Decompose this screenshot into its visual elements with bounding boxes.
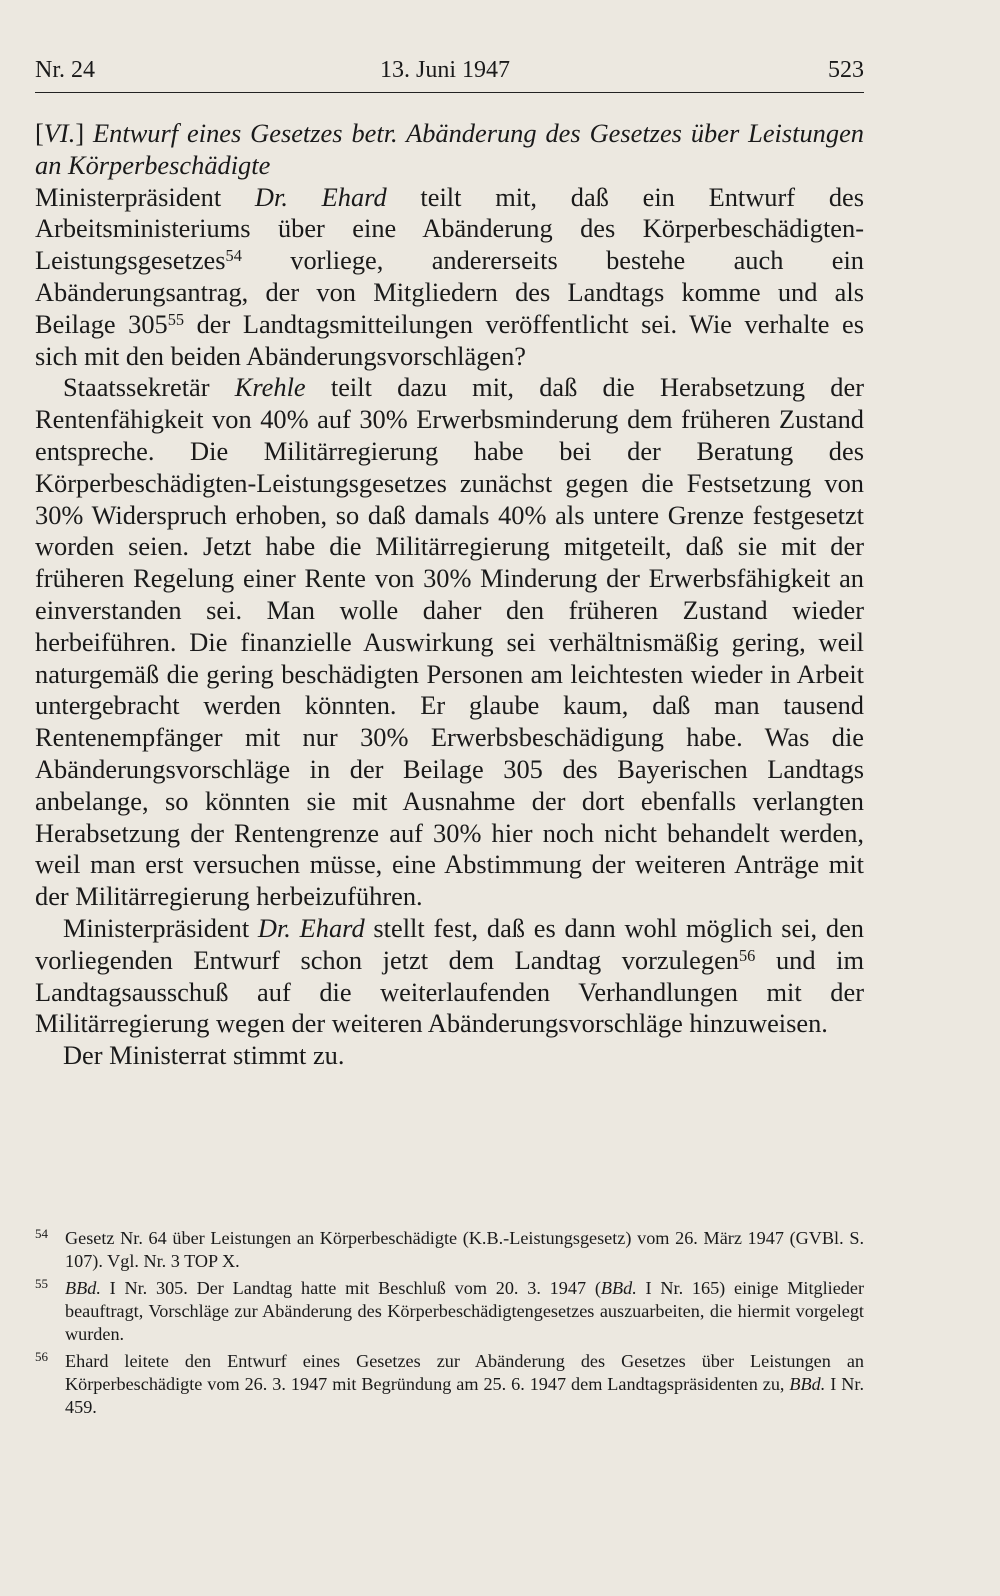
text-run: teilt dazu mit, daß die Herabsetzung der Rentenfähigkeit von 40% auf 30% Erwerbsminderung dem früheren Zustand entspreche. Die Militärregierung habe bei der Beratung des Körperbeschädigten-Leistungsgesetzes zunächst gegen die Festsetzung von 30% Widerspruch erhoben, so daß damals 40% als untere Grenze festgesetzt worden seien. Jetzt habe die Militärregierung mitgeteilt, daß sie mit der früheren Regelung einer Rente von 30% Minderung der Erwerbsfähigkeit an einverstanden sei. Man wolle daher den früheren Zustand wieder herbeiführen. Die finanzielle Auswirkung sei verhältnismäßig gering, weil naturgemäß die gering beschädigten Personen am leichtesten wieder in Arbeit untergebracht werden könnten. Er glaube kaum, daß man tausend Rentenempfänger mit nur 30% Erwerbsbeschädigung habe. Was die Abänderungsvorschläge in der Beilage 305 des Bayerischen Landtags anbelange, so könnten sie mit Ausnahme der dort ebenfalls verlangten Herabsetzung der Rentengrenze auf 30% hier noch nicht behandelt werden, weil man erst versuchen müsse, eine Abstimmung der weiteren Anträge mit der Militärregierung herbeizuführen. bbox=[35, 372, 864, 912]
speaker-name: Dr. Ehard bbox=[254, 181, 387, 212]
paragraph-2 bbox=[35, 372, 864, 913]
text-run: der Landtagsmitteilungen veröffentlicht sei. Wie verhalte es sich mit den beiden Abänderungsvorschlägen? bbox=[35, 308, 864, 371]
paragraph-3 bbox=[35, 913, 864, 1040]
text-run: Ministerpräsident bbox=[35, 181, 255, 212]
text-run: teilt mit, daß ein Entwurf des Arbeitsministeriums über eine Abänderung des Körperbeschädigten-Leistungsgesetzes bbox=[35, 181, 864, 276]
page-number: 523 bbox=[828, 57, 864, 83]
footnote-number: 55 bbox=[35, 1276, 48, 1291]
main-text bbox=[35, 118, 864, 1072]
paragraph-4: Der Ministerrat stimmt zu. bbox=[63, 1040, 345, 1071]
footnote-54 bbox=[35, 1227, 864, 1273]
text-run: Ministerpräsident bbox=[63, 912, 258, 943]
section-heading bbox=[35, 118, 864, 182]
running-header bbox=[35, 58, 864, 93]
header-date: 13. Juni 1947 bbox=[380, 57, 511, 83]
text-run: und im Landtagsausschuß auf die weiterlaufenden Verhandlungen mit der Militärregierung wegen der weiteren Abänderungsvorschläge hinzuweisen. bbox=[35, 944, 864, 1039]
footnote-55 bbox=[35, 1277, 864, 1346]
footnote-ref-56[interactable]: 56 bbox=[738, 945, 756, 965]
footnote-56 bbox=[35, 1350, 864, 1419]
footnote-text: I Nr. 165) einige Mitglieder beauftragt, Vorschläge zur Abänderung des Körperbeschädigtengesetzes auszuarbeiten, die hiermit vorgelegt wurden. bbox=[65, 1278, 864, 1344]
section-title: Entwurf eines Gesetzes betr. Abänderung des Gesetzes über Leistungen an Körperbeschädigte bbox=[35, 118, 864, 180]
footnote-number: 56 bbox=[35, 1349, 48, 1364]
text-run: Staatssekretär bbox=[63, 372, 235, 403]
footnote-text: I Nr. 459. bbox=[65, 1374, 864, 1417]
issue-number: Nr. 24 bbox=[35, 57, 95, 83]
speaker-name: Dr. Ehard bbox=[257, 912, 365, 943]
paragraph-1 bbox=[35, 182, 864, 373]
abbreviation: BBd. bbox=[65, 1278, 101, 1298]
footnote-number: 54 bbox=[35, 1226, 48, 1241]
text-run: vorliege, andererseits bestehe auch ein Abänderungsantrag, der von Mitgliedern des Landtags komme und als Beilage 305 bbox=[35, 245, 864, 339]
footnote-text: Gesetz Nr. 64 über Leistungen an Körperbeschädigte (K.B.-Leistungsgesetz) vom 26. März 1947 (GVBl. S. 107). Vgl. Nr. 3 TOP X. bbox=[65, 1228, 864, 1271]
bracket-close: ] bbox=[75, 118, 85, 148]
speaker-name: Krehle bbox=[234, 372, 306, 403]
text-run: stellt fest, daß es dann wohl möglich sei, den vorliegenden Entwurf schon jetzt dem Landtag vorzulegen bbox=[35, 912, 864, 975]
abbreviation: BBd. bbox=[600, 1278, 637, 1298]
footnote-ref-54[interactable]: 54 bbox=[225, 246, 242, 266]
footnote-ref-55[interactable]: 55 bbox=[167, 309, 185, 329]
footnote-text: I Nr. 305. Der Landtag hatte mit Beschluß vom 20. 3. 1947 ( bbox=[100, 1278, 601, 1298]
footnotes bbox=[35, 1227, 864, 1423]
abbreviation: BBd. bbox=[789, 1374, 826, 1394]
footnote-text: Ehard leitete den Entwurf eines Gesetzes zur Abänderung des Gesetzes über Leistungen an Körperbeschädigte vom 26. 3. 1947 mit Begründung am 25. 6. 1947 dem Landtagspräsidenten zu, bbox=[65, 1351, 864, 1394]
section-roman-numeral: VI. bbox=[43, 118, 76, 148]
bracket-open: [ bbox=[35, 118, 44, 148]
